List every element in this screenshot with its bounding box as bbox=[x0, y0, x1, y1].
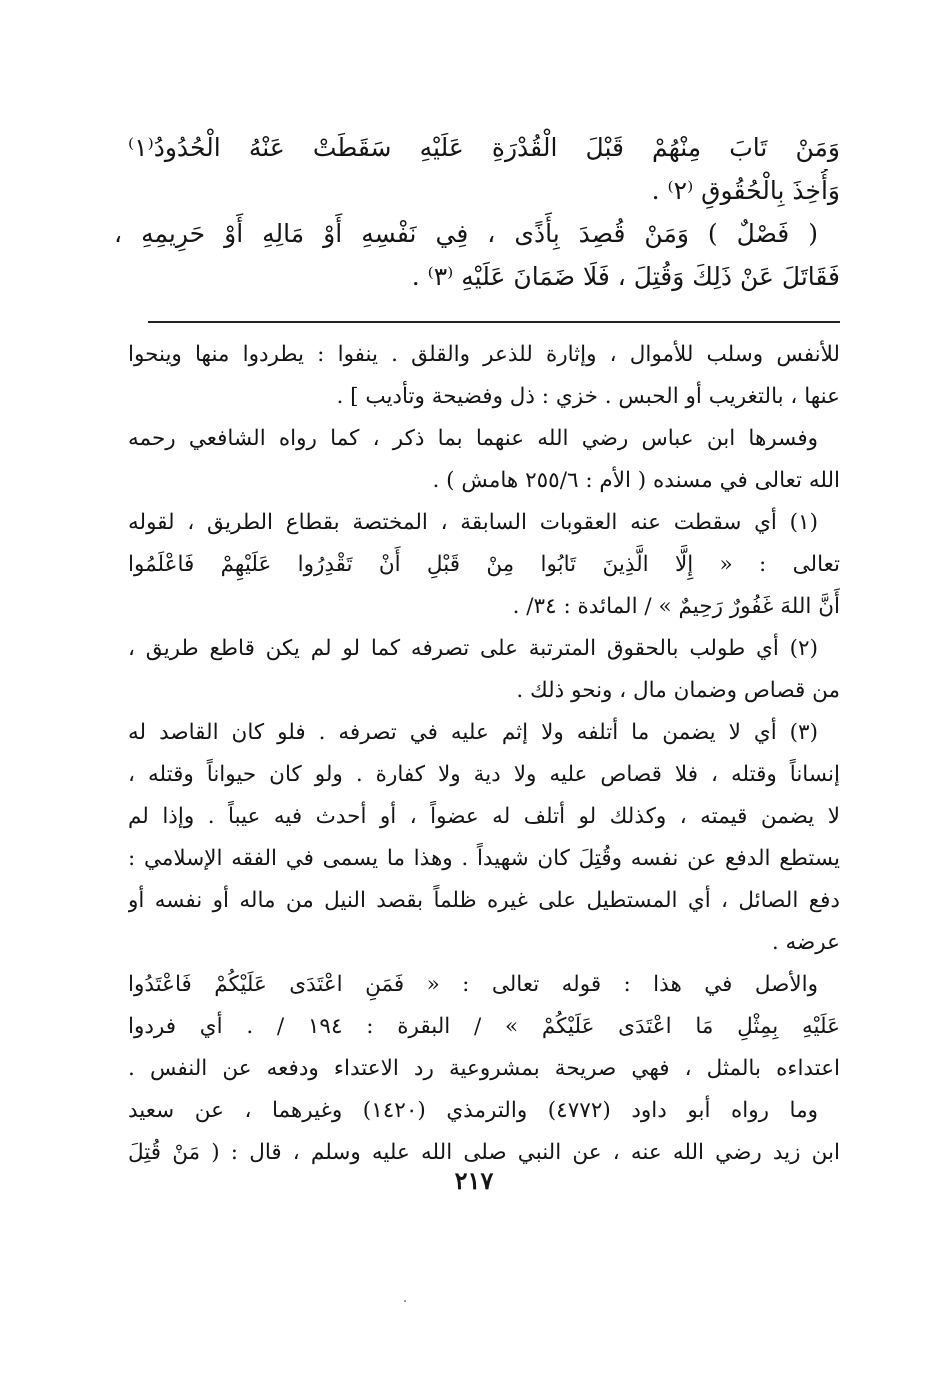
footnote-separator bbox=[148, 321, 840, 323]
main-text-line: فَقَاتَلَ عَنْ ذَلِكَ وَقُتِلَ ، فَلَا ضَمَانَ عَلَيْهِ ⁽٣⁾ . bbox=[411, 262, 840, 291]
footnote-line: عنها ، بالتغريب أو الحبس . خزي : ذل وفضيحة وتأديب ] . bbox=[336, 384, 840, 409]
footnote-line: وما رواه أبو داود (٤٧٧٢) والترمذي (١٤٢٠) وغيرهما ، عن سعيد bbox=[128, 1098, 818, 1123]
footnote-line: إنساناً وقتله ، فلا قصاص عليه ولا دية ولا كفارة . ولو كان حيواناً وقتله ، bbox=[128, 762, 840, 787]
footnote-line: عَلَيْهِ بِمِثْلِ مَا اعْتَدَى عَلَيْكُمْ » / البقرة : ١٩٤ / . أي فردوا bbox=[128, 1014, 840, 1039]
footnote-line: يستطع الدفع عن نفسه وقُتِلَ كان شهيداً . وهذا ما يسمى في الفقه الإسلامي : bbox=[128, 846, 840, 871]
footnote-line: من قصاص وضمان مال ، ونحو ذلك . bbox=[516, 678, 840, 703]
footnote-line: دفع الصائل ، أي المستطيل على غيره ظلماً بقصد النيل من ماله أو نفسه أو bbox=[128, 888, 840, 913]
page-number: ٢١٧ bbox=[454, 1166, 494, 1195]
footnote-line: الله تعالى في مسنده ( الأم : ٢٥٥/٦ هامش ) . bbox=[432, 468, 840, 493]
main-text bbox=[114, 126, 840, 298]
footnote-line: والأصل في هذا : قوله تعالى : « فَمَنِ اعْتَدَى عَلَيْكُمْ فَاعْتَدُوا bbox=[128, 972, 818, 997]
main-text-line: ( فَصْلٌ ) وَمَنْ قُصِدَ بِأَذًى ، فِي نَفْسِهِ أَوْ مَالِهِ أَوْ حَرِيمِهِ ، bbox=[114, 219, 818, 248]
footnote-line: (٢) أي طولب بالحقوق المترتبة على تصرفه كما لو لم يكن قاطع طريق ، bbox=[128, 636, 818, 661]
main-text-line: وَأُخِذَ بِالْحُقُوقِ ⁽٢⁾ . bbox=[651, 176, 840, 205]
footnote-line: أَنَّ اللهَ غَفُورٌ رَحِيمٌ » / المائدة : ٣٤/ . bbox=[512, 594, 840, 619]
footnote-line: (١) أي سقطت عنه العقوبات السابقة ، المختصة بقطاع الطريق ، لقوله bbox=[128, 510, 818, 535]
footnotes bbox=[128, 334, 840, 1174]
footnote-line: اعتداءه بالمثل ، فهي صريحة بمشروعية رد الاعتداء ودفعه عن النفس . bbox=[128, 1056, 840, 1081]
main-text-line: وَمَنْ تَابَ مِنْهُمْ قَبْلَ الْقُدْرَةِ عَلَيْهِ سَقَطَتْ عَنْهُ الْحُدُودُ⁽١⁾ bbox=[128, 133, 840, 162]
footnote-line: عرضه . bbox=[771, 930, 840, 955]
footnote-line: وفسرها ابن عباس رضي الله عنهما بما ذكر ، كما رواه الشافعي رحمه bbox=[128, 426, 818, 451]
footnote-line: للأنفس وسلب للأموال ، وإثارة للذعر والقلق . ينفوا : يطردوا منها وينحوا bbox=[128, 342, 840, 367]
footnote-line: لا يضمن قيمته ، وكذلك لو أتلف له عضواً ، أو أحدث فيه عيباً . وإذا لم bbox=[128, 804, 840, 829]
footnote-line: ابن زيد رضي الله عنه ، عن النبي صلى الله عليه وسلم ، قال : ( مَنْ قُتِلَ bbox=[128, 1140, 840, 1165]
footnote-line: (٣) أي لا يضمن ما أتلفه ولا إثم عليه في تصرفه . فلو كان القاصد له bbox=[128, 720, 818, 745]
scan-speck bbox=[404, 1300, 406, 1302]
footnote-line: تعالى : « إِلَّا الَّذِينَ تَابُوا مِنْ قَبْلِ أَنْ تَقْدِرُوا عَلَيْهِمْ فَاعْلَمُوا bbox=[128, 552, 840, 577]
